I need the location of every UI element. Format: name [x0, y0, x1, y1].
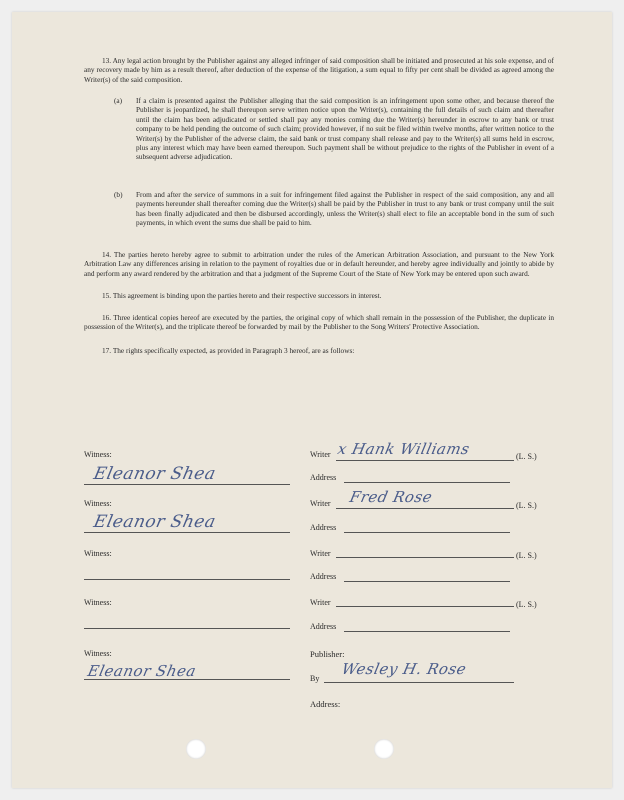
witness-line-1	[84, 484, 290, 485]
witness-label-4: Witness:	[84, 598, 112, 607]
ls-label-2: (L. S.)	[516, 501, 537, 510]
writer-label-1: Writer	[310, 450, 331, 459]
paragraph-16: 16. Three identical copies hereof are executed by the parties, the original copy of which shall remain in the possession of the Publisher, the duplicate in possession of the Writer(s), and the triplicate thereof be forwarded by mail by the Publisher to the Song Writers' Protective Association.	[84, 313, 554, 332]
address-label-2: Address	[310, 523, 337, 532]
witness-signature-1: Eleanor Shea	[91, 464, 218, 484]
ls-label-1: (L. S.)	[516, 452, 537, 461]
address-line-1	[344, 482, 510, 483]
witness-label-5: Witness:	[84, 649, 112, 658]
address-label-4: Address	[310, 622, 337, 631]
paragraph-17: 17. The rights specifically expected, as provided in Paragraph 3 hereof, are as follows:	[102, 346, 355, 355]
by-label: By	[310, 674, 320, 683]
address-line-2	[344, 532, 510, 533]
address-line-4	[344, 631, 510, 632]
paragraph-13b-marker: (b)	[114, 190, 123, 199]
witness-signature-2: Eleanor Shea	[91, 512, 218, 532]
writer-line-1	[336, 460, 514, 461]
paragraph-14: 14. The parties hereto hereby agree to submit to arbitration under the rules of the American Arbitration Association, and pursuant to the New York Arbitration Law any differences arising in relation to the payment of royalties due or in default hereunder, and hereby agree individually and jointly to abide by and perform any award rendered by the arbitration and that a judgment of the Supreme Court of the State of New York may be entered upon such award.	[84, 250, 554, 278]
writer-signature-2: Fred Rose	[348, 488, 435, 506]
publisher-by-line	[324, 682, 514, 683]
witness-line-4	[84, 628, 290, 629]
writer-line-3	[336, 557, 514, 558]
writer-label-4: Writer	[310, 598, 331, 607]
paragraph-13a-text: If a claim is presented against the Publisher alleging that the said composition is an infringement upon some other, and because thereof the Publisher is jeopardized, he shall thereupon serve written notice upon the Writer(s), containing the full details of such claim and thereafter until the claim has been adjudicated or settled shall pay any monies coming due the Writer(s) hereunder in escrow to any bank or trust company to be held pending the outcome of such claim; provided however, if no suit be filed within twelve months, after written notice to the Writer(s) by the Publisher of the adverse claim, the said bank or trust company shall release and pay to the Writer(s) all sums held in escrow, plus any interest which may have been earned thereupon. Such payment shall be without prejudice to the rights of the Publisher in event of a subsequent adverse adjudication.	[136, 96, 554, 162]
witness-label-3: Witness:	[84, 549, 112, 558]
witness-line-5	[84, 679, 290, 680]
paragraph-13: 13. Any legal action brought by the Publisher against any alleged infringer of said composition shall be initiated and prosecuted at his sole expense, and of any recovery made by him as a result thereof, after deduction of the expense of the litigation, a sum equal to fifty per cent shall be divided as agreed among the Writer(s) of the said composition.	[84, 56, 554, 84]
writer-line-2	[336, 508, 514, 509]
writer-line-4	[336, 606, 514, 607]
paragraph-13b	[114, 190, 554, 228]
writer-label-3: Writer	[310, 549, 331, 558]
publisher-label: Publisher:	[310, 649, 345, 659]
paragraph-13a	[114, 96, 554, 162]
address-label-1: Address	[310, 473, 337, 482]
witness-signature-5: Eleanor Shea	[86, 662, 198, 680]
witness-line-3	[84, 579, 290, 580]
witness-label-1: Witness:	[84, 450, 112, 459]
writer-signature-1: x Hank Williams	[336, 440, 472, 458]
paragraph-13b-text: From and after the service of summons in a suit for infringement filed against the Publisher in respect of the said composition, any and all payments hereunder shall thereafter coming due the Writer(s) shall be paid by the Publisher in trust to any bank or trust company until the suit has been finally adjudicated and then be disbursed accordingly, unless the Writer(s) shall elect to file an acceptable bond in the sum of such payments, in which event the sums due shall be paid to him.	[136, 190, 554, 228]
address-label-3: Address	[310, 572, 337, 581]
contract-page	[12, 12, 612, 788]
publisher-address-label: Address:	[310, 699, 341, 709]
address-line-3	[344, 581, 510, 582]
ls-label-4: (L. S.)	[516, 600, 537, 609]
punch-hole-left	[186, 739, 206, 759]
paragraph-15: 15. This agreement is binding upon the parties hereto and their respective successors in interest.	[102, 291, 382, 300]
publisher-signature: Wesley H. Rose	[340, 660, 469, 678]
witness-line-2	[84, 532, 290, 533]
paragraph-13a-marker: (a)	[114, 96, 123, 105]
ls-label-3: (L. S.)	[516, 551, 537, 560]
writer-label-2: Writer	[310, 499, 331, 508]
punch-hole-right	[374, 739, 394, 759]
witness-label-2: Witness:	[84, 499, 112, 508]
